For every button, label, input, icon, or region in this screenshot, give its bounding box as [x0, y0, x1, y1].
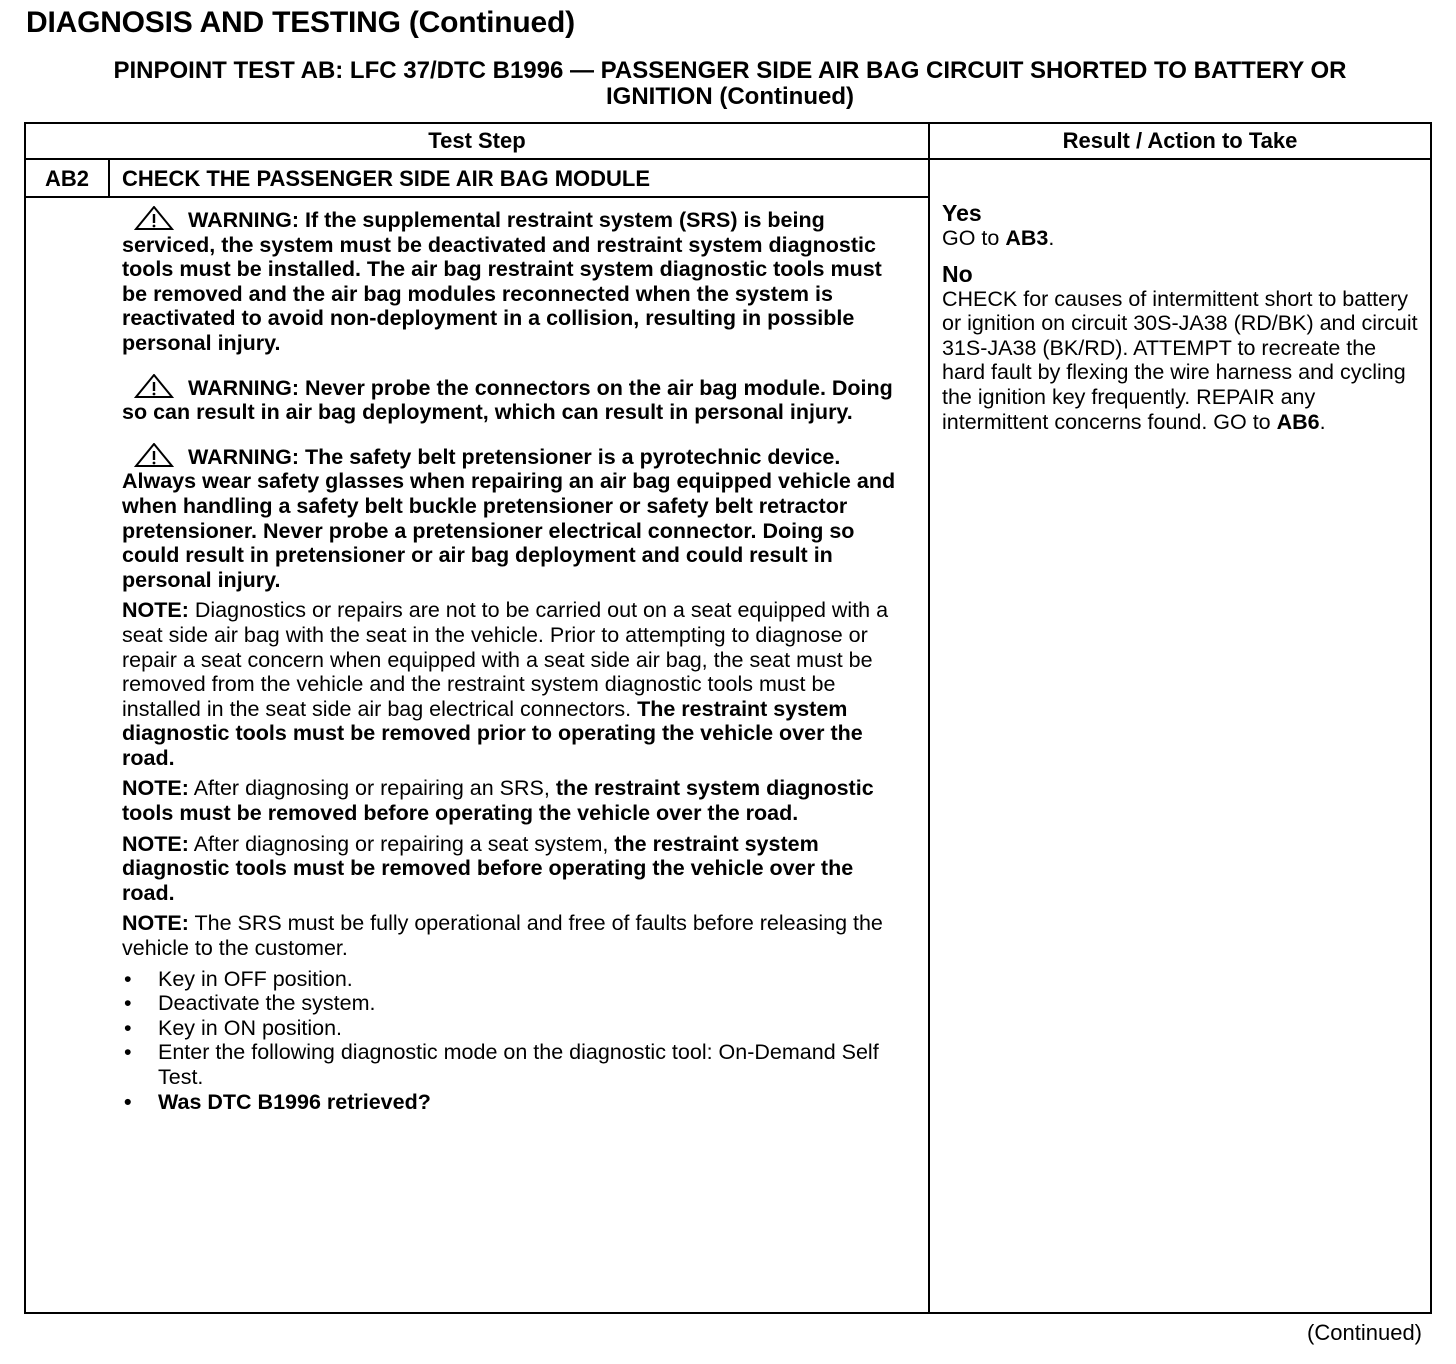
test-step-body	[122, 206, 900, 1114]
yes-label: Yes	[942, 200, 982, 226]
note-text: The SRS must be fully operational and free of faults before releasing the vehicle to the customer.	[122, 911, 883, 961]
list-item: • Enter the following diagnostic mode on the diagnostic tool: On-Demand Self Test.	[122, 1040, 900, 1089]
procedure-steps	[122, 967, 900, 1115]
warning-text: WARNING: Never probe the connectors on the air bag module. Doing so can result in air bag deployment, which can result in personal injury.	[122, 375, 893, 425]
warning-2	[122, 374, 900, 425]
result-no	[942, 261, 1422, 435]
header-result-action: Result / Action to Take	[1062, 128, 1298, 153]
note-2	[122, 776, 900, 825]
list-item: • Key in ON position.	[122, 1016, 900, 1041]
note-label: NOTE:	[122, 911, 189, 936]
warning-1	[122, 206, 900, 356]
pinpoint-test-title: PINPOINT TEST AB: LFC 37/DTC B1996 — PASSENGER SIDE AIR BAG CIRCUIT SHORTED TO BATTERY OR IGNITION (Continued)	[113, 57, 1347, 110]
yes-target: AB3	[1005, 226, 1049, 250]
pinpoint-table	[24, 122, 1432, 1314]
step-id: AB2	[26, 160, 110, 196]
result-action-column	[942, 200, 1422, 444]
yes-action: GO to AB3.	[942, 226, 1055, 250]
list-item: • Deactivate the system.	[122, 991, 900, 1016]
note-label: NOTE:	[122, 776, 189, 801]
note-text: Diagnostics or repairs are not to be carried out on a seat equipped with a seat side air bag with the seat in the vehicle. Prior to attempting to diagnose or repair a seat concern when equipped with a seat side air bag, the seat must be removed from the vehicle and the restraint system diagnostic tools must be installed in the seat side air bag electrical connectors.	[122, 598, 889, 721]
result-yes	[942, 200, 1422, 251]
warning-triangle-icon	[134, 206, 174, 230]
table-header-row	[26, 124, 1430, 160]
note-3	[122, 832, 900, 906]
note-text: After diagnosing or repairing a seat system,	[193, 831, 609, 856]
no-target: AB6	[1276, 409, 1320, 434]
no-label: No	[942, 260, 973, 287]
note-emphasis: the restraint system diagnostic tools must be removed before operating the vehicle over the road.	[122, 776, 874, 826]
warning-triangle-icon	[134, 374, 174, 398]
step-title: CHECK THE PASSENGER SIDE AIR BAG MODULE	[122, 166, 651, 191]
column-divider	[928, 124, 930, 1312]
continued-footer: (Continued)	[1307, 1320, 1422, 1345]
no-action: CHECK for causes of intermittent short to battery or ignition on circuit 30S-JA38 (RD/BK) and circuit 31S-JA38 (BK/RD). ATTEMPT to recreate the hard fault by flexing the wire harness and cycling the ignition key frequently. REPAIR any intermittent concerns found. GO to AB6.	[942, 286, 1418, 434]
note-text: After diagnosing or repairing an SRS,	[193, 776, 550, 801]
warning-triangle-icon	[134, 443, 174, 467]
header-test-step: Test Step	[428, 128, 526, 153]
no-text: CHECK for causes of intermittent short to battery or ignition on circuit 30S-JA38 (RD/BK) and circuit 31S-JA38 (BK/RD). ATTEMPT to recreate the hard fault by flexing the wire harness and cycling the ignition key frequently. REPAIR any intermittent concerns found. GO to	[942, 286, 1418, 434]
page-title: DIAGNOSIS AND TESTING (Continued)	[26, 6, 575, 39]
list-item-question: • Was DTC B1996 retrieved?	[122, 1090, 900, 1115]
note-4	[122, 911, 900, 960]
note-label: NOTE:	[122, 831, 189, 856]
warning-text: WARNING: The safety belt pretensioner is a pyrotechnic device. Always wear safety glasses when repairing an air bag equipped vehicle and when handling a safety belt buckle pretensioner or safety belt retractor pretensioner. Never probe a pretensioner electrical connector. Doing so could result in pretensioner or air bag deployment and could result in personal injury.	[122, 444, 896, 592]
note-emphasis: the restraint system diagnostic tools must be removed before operating the vehicle over the road.	[122, 831, 854, 905]
note-emphasis: The restraint system diagnostic tools must be removed prior to operating the vehicle over the road.	[122, 696, 863, 770]
step-row	[26, 160, 928, 198]
note-label: NOTE:	[122, 598, 189, 623]
list-item: • Key in OFF position.	[122, 967, 900, 992]
note-1	[122, 598, 900, 770]
warning-3	[122, 443, 900, 593]
yes-text: GO to	[942, 226, 1000, 250]
warning-text: WARNING: If the supplemental restraint system (SRS) is being serviced, the system must be deactivated and restraint system diagnostic tools must be installed. The air bag restraint system diagnostic tools must be removed and the air bag modules reconnected when the system is reactivated to avoid non-deployment in a collision, resulting in possible personal injury.	[122, 208, 882, 355]
